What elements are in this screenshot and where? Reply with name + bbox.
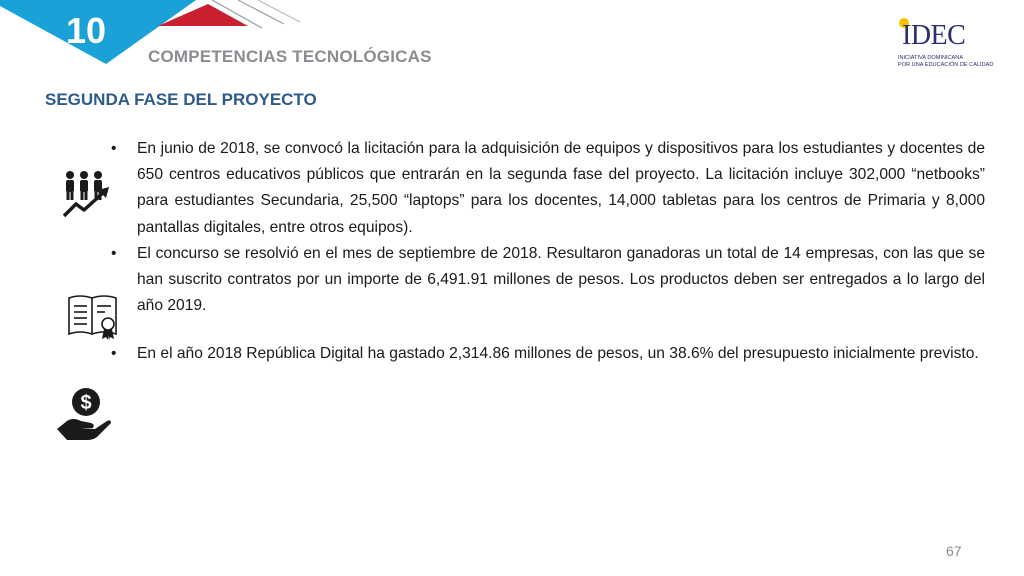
certificate-icon: [66, 292, 120, 340]
section-number: 10: [66, 10, 107, 51]
bullet-list: [137, 136, 985, 368]
people-growth-icon: [60, 168, 112, 220]
bullet-item: • El concurso se resolvió en el mes de septiembre de 2018. Resultaron ganadoras un total de 14 empresas, con las que se han suscrito contratos por un importe de 6,491.91 millones de pesos. Los productos deben ser entregados a lo largo del año 2019.: [137, 241, 985, 320]
money-hand-icon: [55, 385, 113, 443]
bullet-item: • En junio de 2018, se convocó la licitación para la adquisición de equipos y dispositivos para los estudiantes y docentes de 650 centros educativos públicos que entrarán en la segunda fase del proyecto. La licitación incluye 302,000 “netbooks” para estudiantes Secundaria, 25,500 “laptops” para los docentes, 14,000 tabletas para los centros de Primaria y 8,000 pantallas digitales, entre otros equipos).: [137, 136, 985, 241]
idec-logo: [890, 18, 1010, 73]
logo-tagline-line1: INICIATIVA DOMINICANA: [898, 55, 964, 61]
bullet-item: • En el año 2018 República Digital ha gastado 2,314.86 millones de pesos, un 38.6% del presupuesto inicialmente previsto.: [137, 341, 985, 367]
svg-text:$: $: [80, 392, 92, 414]
logo-tagline-line2: POR UNA EDUCACIÓN DE CALIDAD: [898, 62, 994, 68]
section-title: COMPETENCIAS TECNOLÓGICAS: [148, 47, 432, 66]
logo-wordmark: IDEC: [902, 20, 966, 51]
page-number: 67: [946, 543, 962, 559]
slide-subtitle: SEGUNDA FASE DEL PROYECTO: [45, 90, 317, 109]
